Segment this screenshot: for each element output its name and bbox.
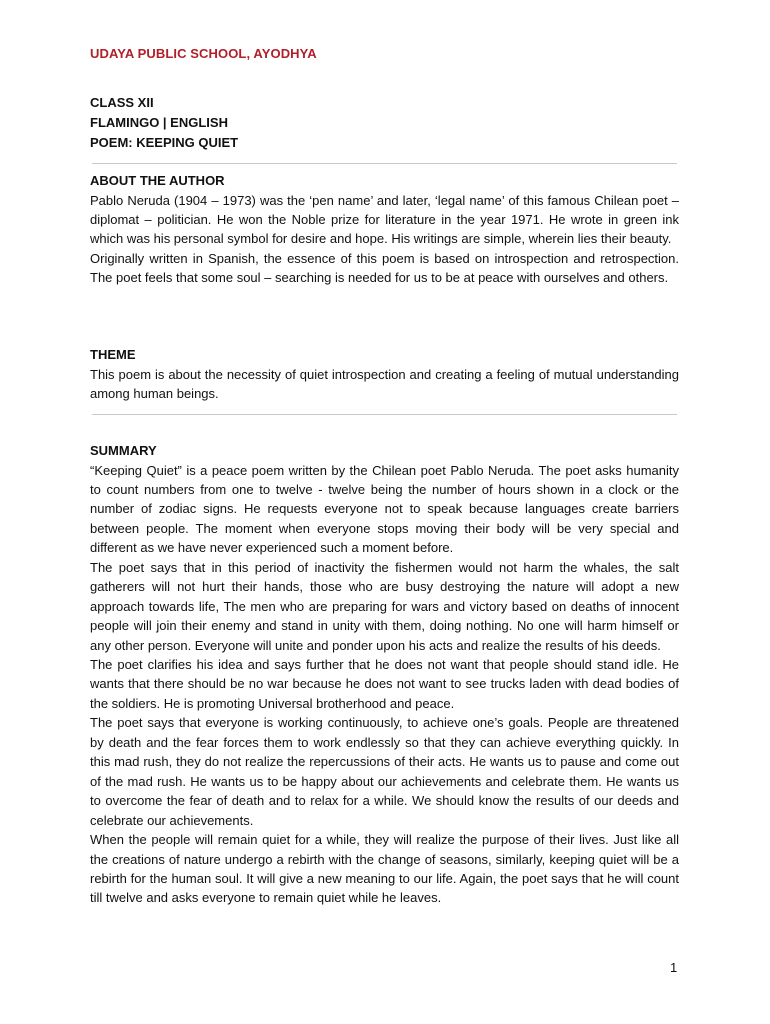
theme-paragraph: This poem is about the necessity of quiet introspection and creating a feeling of mutual understanding among human beings.	[90, 366, 679, 401]
summary-paragraph: The poet says that in this period of inactivity the fishermen would not harm the whales, the salt gatherers will not hurt their hands, those who are busy destroying the nature will adopt a new approach towards life, The men who are preparing for wars and victory based on deaths of innocent people will join their enemy and stand in unity with them, doing nothing. No one will harm himself or any other person. Everyone will unite and ponder upon his acts and realize the results of his deeds.	[90, 559, 679, 653]
divider	[92, 414, 677, 415]
summary-heading: SUMMARY	[90, 443, 157, 458]
about-paragraph: Originally written in Spanish, the essence of this poem is based on introspection and retrospection. The poet feels that some soul – searching is needed for us to be at peace with ourselves and others.	[90, 250, 679, 286]
school-name: UDAYA PUBLIC SCHOOL, AYODHYA	[90, 46, 317, 61]
page-number: 1	[670, 960, 678, 975]
summary-paragraph: The poet clarifies his idea and says further that he does not want that people should stand idle. He wants that there should be no war because he does not want to see trucks laden with dead bodies of the soldiers. He is promoting Universal brotherhood and peace.	[90, 657, 679, 711]
poem-label: POEM: KEEPING QUIET	[90, 135, 239, 150]
class-label: CLASS XII	[90, 95, 154, 110]
document-meta	[90, 93, 238, 153]
about-paragraph: Pablo Neruda (1904 – 1973) was the ‘pen name’ and later, ‘legal name’ of this famous Chilean poet – diplomat – politician. He won the Noble prize for literature in the year 1971. He wrote in green ink which was his personal symbol for desire and hope. His writings are simple, wherein lies their beauty.	[90, 192, 679, 247]
theme-heading: THEME	[90, 347, 136, 362]
book-label: FLAMINGO | ENGLISH	[90, 115, 228, 130]
summary-paragraph: The poet says that everyone is working continuously, to achieve one’s goals. People are threatened by death and the fear forces them to work endlessly so that they can achieve everything quickly. In this mad rush, they do not realize the repercussions of their acts. He wants us to pause and come out of the mad rush. He wants us to be happy about our achievements and celebrate them. He wants us to overcome the fear of death and to relax for a while. We should know the results of our deeds and celebrate our achievements.	[90, 715, 679, 828]
theme-section	[90, 345, 679, 403]
summary-section	[90, 441, 679, 908]
divider	[92, 163, 677, 164]
summary-paragraph: “Keeping Quiet” is a peace poem written by the Chilean poet Pablo Neruda. The poet asks humanity to count numbers from one to twelve - twelve being the number of hours shown in a clock or the number of zodiac signs. He requests everyone not to speak because languages create barriers between people. The moment when everyone stops moving their body will be very special and different as we have never experienced such a moment before.	[90, 462, 679, 556]
about-section	[90, 171, 679, 288]
summary-paragraph: When the people will remain quiet for a while, they will realize the purpose of their lives. Just like all the creations of nature undergo a rebirth with the change of seasons, similarly, keeping quiet will be a rebirth for the human soul. It will give a new meaning to our life. Again, the poet says that he will count till twelve and asks everyone to remain quiet while he leaves.	[90, 832, 679, 906]
about-heading: ABOUT THE AUTHOR	[90, 173, 225, 188]
